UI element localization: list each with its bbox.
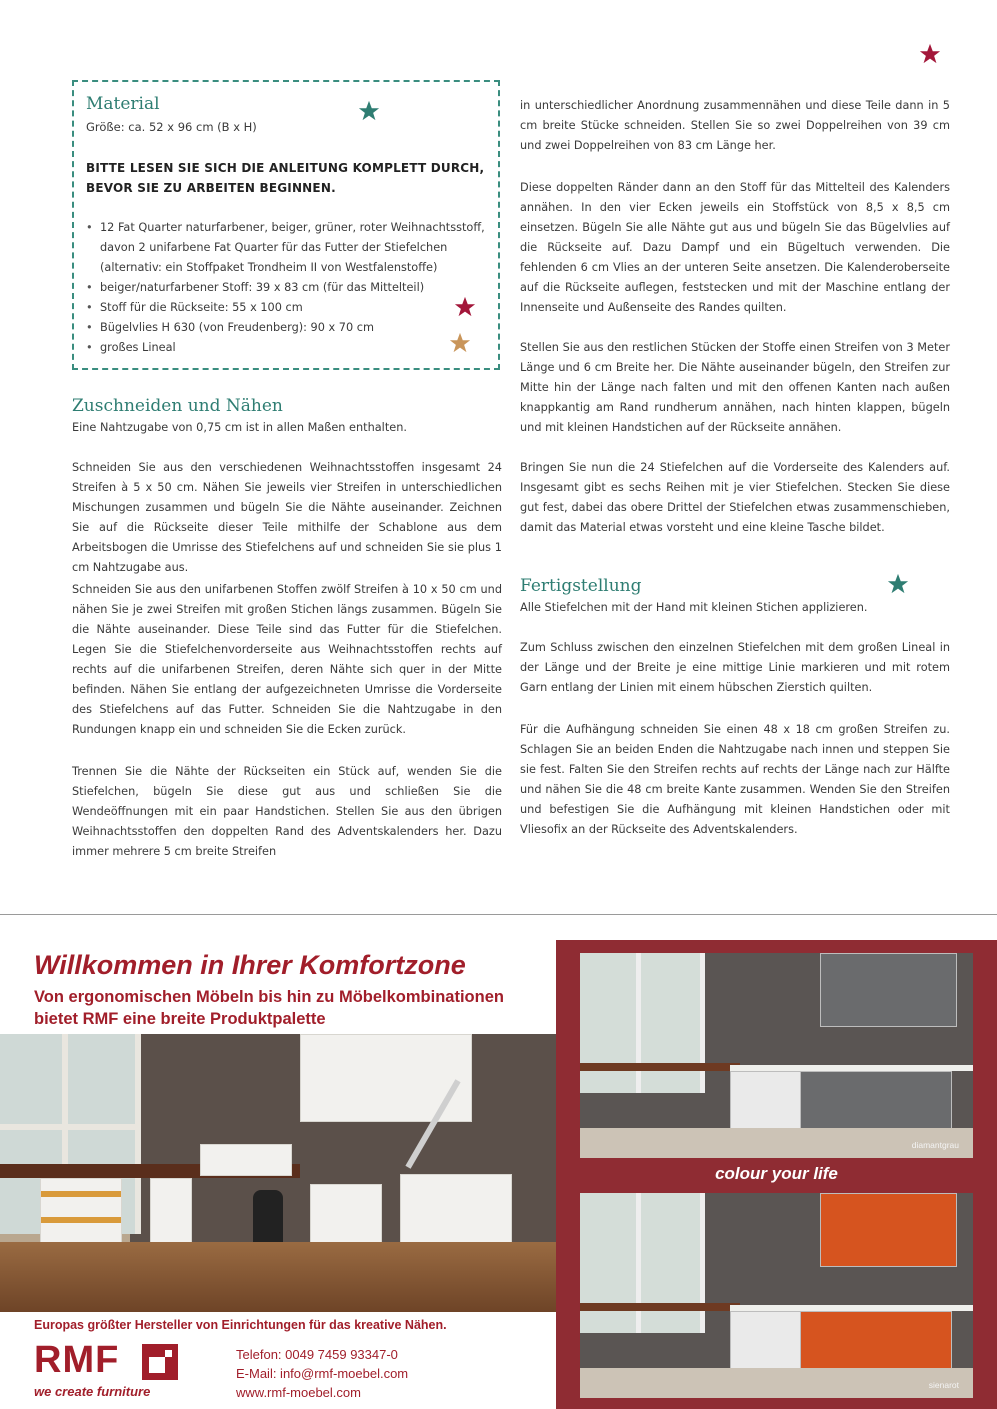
material-size: Größe: ca. 52 x 96 cm (B x H) [86,120,257,134]
color-caption: sienarot [928,1380,959,1390]
logo-tagline: we create furniture [34,1384,151,1399]
tagline: colour your life [715,1164,838,1183]
material-title: Material [86,94,160,114]
paragraph: Für die Aufhängung schneiden Sie einen 48 x 18 cm großen Streifen zu. Schlagen Sie an beiden Enden die Nahtzugabe nach innen und steppen Sie sie fest. Falten Sie den Streifen rechts auf rechts der Länge nach zur Hälfte und nähen Sie die 48 cm breite Kante zusammen. Wenden Sie den Streifen und befestigen Sie die Aufhängung mit kleinen Handstichen oder mit Vliesofix an der Rückseite des Adventskalenders. [520,723,950,836]
kitchen-orange-photo [580,1193,973,1398]
website-link[interactable]: www.rmf-moebel.com [236,1385,361,1400]
zuschneiden-intro: Eine Nahtzugabe von 0,75 cm ist in allen Maßen enthalten. [72,421,407,434]
contact-block [236,1345,408,1402]
red-star-icon [919,43,941,65]
kitchen-grey-photo [580,953,973,1158]
material-warning [86,158,486,198]
warning-line: BEVOR SIE ZU ARBEITEN BEGINNEN. [86,181,336,195]
paragraph: Schneiden Sie aus den verschiedenen Weihnachtsstoffen insgesamt 24 Streifen à 5 x 50 cm. Nähen Sie jeweils vier Streifen in unterschiedlichen Mischungen zusammen und bügeln Sie die Nähte auseinander. Zeichnen Sie auf die Rückseite dieser Teile mithilfe der Schablone aus dem Arbeitsbogen die Umrisse des Stiefelchens auf und schneiden Sie sie plus 1 cm Nahtzugabe aus. [72,461,502,574]
paragraph: Stellen Sie aus den restlichen Stücken der Stoffe einen Streifen von 3 Meter Länge und 6 cm Breite her. Die Nähte auseinander bügeln, den Streifen zur Mitte hin der Länge nach falten und mit den offenen Kanten nach außen knappkantig am Rand rundherum annähen, nach hinten klappen, bügeln und mit kleinen Handstichen auf der Rückseite annähen. [520,341,950,434]
ad-subheadline [34,986,564,1030]
paragraph: Schneiden Sie aus den unifarbenen Stoffen zwölf Streifen à 10 x 50 cm und nähen Sie je zwei Streifen mit großen Stichen längs zusammen. Bügeln Sie die Nähte auseinander. Diese Teile sind das Futter für die Stiefelchen. Legen Sie die Stiefelchenvorderseite aus Weihnachtsstoffen rechts auf rechts auf die unifarbenen Streifen, deren Nähte sich quer in der Mitte befinden. Nähen Sie entlang der aufgezeichneten Umrisse die Vorderseite des Stiefelchens auf das Futter. Schneiden Sie die Nahtzugabe in den Rundungen knapp ein und schneiden Sie die Ecken zurück. [72,583,502,736]
color-caption: diamantgrau [911,1140,959,1150]
material-list [86,218,486,358]
rmf-logo: RMF [34,1339,120,1381]
list-item: • beiger/naturfarbener Stoff: 39 x 83 cm (für das Mittelteil) [86,278,486,298]
ad-subheadline-line: bietet RMF eine breite Produktpalette [34,1010,326,1028]
paragraph: Trennen Sie die Nähte der Rückseiten ein Stück auf, wenden Sie die Stiefelchen, bügeln Sie diese gut aus und schließen Sie die Wendeöffnungen mit ein paar Handstichen. Stellen Sie aus den übrigen Weihnachtsstoffen den doppelten Rand des Adventskalenders her. Dazu immer mehrere 5 cm breite Streifen [72,765,502,858]
paragraph: in unterschiedlicher Anordnung zusammennähen und diese Teile dann in 5 cm breite Stücke schneiden. Stellen Sie so zwei Doppelreihen von 39 cm und zwei Doppelreihen von 83 cm Länge her. [520,99,950,152]
paragraph: Bringen Sie nun die 24 Stiefelchen auf die Vorderseite des Kalenders auf. Insgesamt gibt es sechs Reihen mit je vier Stiefelchen. Stecken Sie diese gut fest, dabei das obere Drittel der Stiefelchen etwas zusammenschieben, damit das Material etwas vorsteht und eine kleine Tasche bildet. [520,461,950,534]
rmf-logo-icon [142,1344,178,1380]
ad-claim: Europas größter Hersteller von Einrichtungen für das kreative Nähen. [34,1318,447,1332]
list-item: • Bügelvlies H 630 (von Freudenberg): 90 x 70 cm [86,318,486,338]
paragraph: Diese doppelten Ränder dann an den Stoff für das Mittelteil des Kalenders annähen. In den vier Ecken jeweils ein Stoffstück von 8,5 x 8,5 cm einsetzen. Bügeln Sie alle Nähte gut aus und bügeln Sie das Bügelvlies auf die Rückseite auf. Dazu Dampf und ein Bügeltuch verwenden. Die fehlenden 6 cm Vlies an der unteren Seite ansetzen. Die Kalenderoberseite auf die Rückseite auflegen, feststecken und mit der Maschine entlang der Innenseite und Außenseite des Randes quilten. [520,181,950,314]
zuschneiden-title: Zuschneiden und Nähen [72,396,283,416]
email-link[interactable]: E-Mail: info@rmf-moebel.com [236,1366,409,1381]
phone-text: Telefon: 0049 7459 93347-0 [236,1347,398,1362]
ad-subheadline-line: Von ergonomischen Möbeln bis hin zu Möbelkombinationen [34,988,504,1006]
fertigstellung-intro: Alle Stiefelchen mit der Hand mit kleinen Stichen applizieren. [520,601,868,614]
sewing-room-photo [0,1034,556,1312]
warning-line: BITTE LESEN SIE SICH DIE ANLEITUNG KOMPLETT DURCH, [86,161,485,175]
ad-headline: Willkommen in Ihrer Komfortzone [34,950,466,980]
fertigstellung-title: Fertigstellung [520,576,642,596]
paragraph: Zum Schluss zwischen den einzelnen Stiefelchen mit dem großen Lineal in der Länge und der Breite je eine mittige Linie markieren und mit rotem Garn entlang der Linien mit einem hübschen Zierstich quilten. [520,641,950,694]
divider [0,914,997,915]
list-item: • großes Lineal [86,338,486,358]
teal-star-icon [887,573,909,595]
list-item: • Stoff für die Rückseite: 55 x 100 cm [86,298,486,318]
list-item: • 12 Fat Quarter naturfarbener, beiger, grüner, roter Weihnachtsstoff, davon 2 unifarbene Fat Quarter für das Futter der Stiefelchen (alternativ: ein Stoffpaket Trondheim II von Westfalenstoffe) [86,218,486,278]
